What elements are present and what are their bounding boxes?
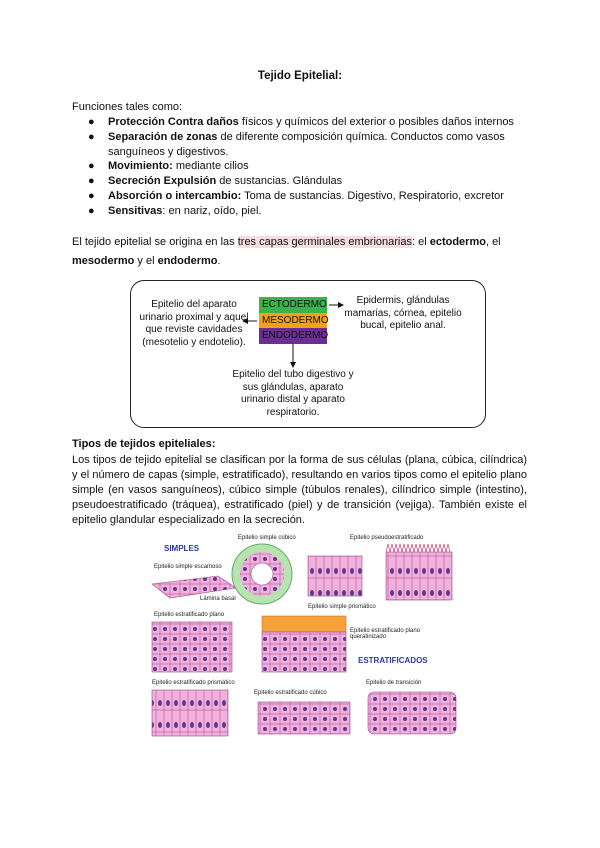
intro-text: Funciones tales como: <box>72 101 183 113</box>
list-item: ● Absorción o intercambio: Toma de sustancias. Digestivo, Respiratorio, excretor <box>88 189 504 202</box>
list-item: ● Secreción Expulsión de sustancias. Glándulas <box>88 175 343 188</box>
pseudo-label: Epitelio pseudoestratificado <box>350 535 424 541</box>
mesodermo-layer: MESODERMO <box>259 313 327 329</box>
list-item: ● Movimiento: mediante cilios <box>88 160 249 173</box>
squamous-tissue <box>152 576 236 598</box>
cubico-label: Epitelio simple cúbico <box>238 535 296 541</box>
diagram-bottom-text: Epitelio del tubo digestivo y sus glándulas, aparato urinario distal y aparato respiratorio. <box>232 369 354 418</box>
estr-cubico-label: Epitelio estratificado cúbico <box>254 690 327 696</box>
prismatic-tissue <box>308 556 362 596</box>
lamina-label: Lámina basal <box>200 596 236 602</box>
functions-list <box>72 115 532 219</box>
bullet-icon: ● <box>88 175 95 188</box>
diagram-right-text: Epidermis, glándulas mamarias, córnea, epitelio bucal, epitelio anal. <box>344 295 462 331</box>
origin-paragraph: El tejido epitelial se origina en las tres capas germinales embrionarias: el ectodermo, el mesodermo y el endodermo. <box>72 236 501 267</box>
simples-label: SIMPLES <box>164 544 200 553</box>
epithelium-figure <box>140 534 480 746</box>
germ-layers-diagram <box>130 280 486 428</box>
diagram-left-text: Epitelio del aparato urinario proximal y aquel que reviste cavidades (mesotelio y endotelio). <box>139 299 249 348</box>
bullet-icon: ● <box>88 189 95 202</box>
page-title: Tejido Epitelial: <box>257 70 343 82</box>
endodermo-layer: ENDODERMO <box>259 328 327 344</box>
bullet-icon: ● <box>88 116 95 128</box>
bullet-icon: ● <box>88 204 95 217</box>
transitional-tissue <box>368 692 456 734</box>
list-item: ● Separación de zonas de diferente composición química. Conductos como vasos sanguíneos y digestivos. <box>88 130 505 158</box>
highlighted-text: tres capas germinales embrionarias <box>237 236 412 248</box>
escamoso-label: Epitelio simple escamoso <box>154 564 222 570</box>
transicion-label: Epitelio de transición <box>366 680 422 686</box>
list-item: ● Sensitivas: en nariz, oído, piel. <box>88 204 262 217</box>
queratinizado-label: Epitelio estratificado plano queratinizado <box>350 628 421 640</box>
estratificados-label: ESTRATIFICADOS <box>358 656 428 665</box>
bullet-icon: ● <box>88 130 95 143</box>
diagram-arrows <box>131 281 485 427</box>
keratinized-tissue <box>262 632 346 672</box>
estr-prismatico-label: Epitelio estratificado prismático <box>152 680 235 686</box>
estr-plano-label: Epitelio estratificado plano <box>154 612 225 618</box>
prismatico-label: Epitelio simple prismático <box>308 604 376 610</box>
list-item: ● Protección Contra daños físicos y químicos del exterior o posibles daños internos <box>88 116 514 128</box>
section-heading: Tipos de tejidos epiteliales: <box>72 438 216 450</box>
tipos-paragraph: Los tipos de tejido epitelial se clasifican por la forma de sus células (plana, cúbica, cilíndrica) y el número de capas (simple, estratificado), resultando en varios tipos como el epitelio plano simple (en vasos sanguíneos), cúbico simple (túbulos renales), cilíndrico simple (intestino), pseudoestratificado (tráquea), estratificado (piel) y de transición (vejiga). También existe el epitelio glandular especializado en la secreción. <box>72 454 527 526</box>
bullet-icon: ● <box>88 160 95 173</box>
ectodermo-layer: ECTODERMO <box>259 297 327 313</box>
pseudostratified-tissue <box>386 552 452 600</box>
stratified-tissue <box>152 622 232 672</box>
